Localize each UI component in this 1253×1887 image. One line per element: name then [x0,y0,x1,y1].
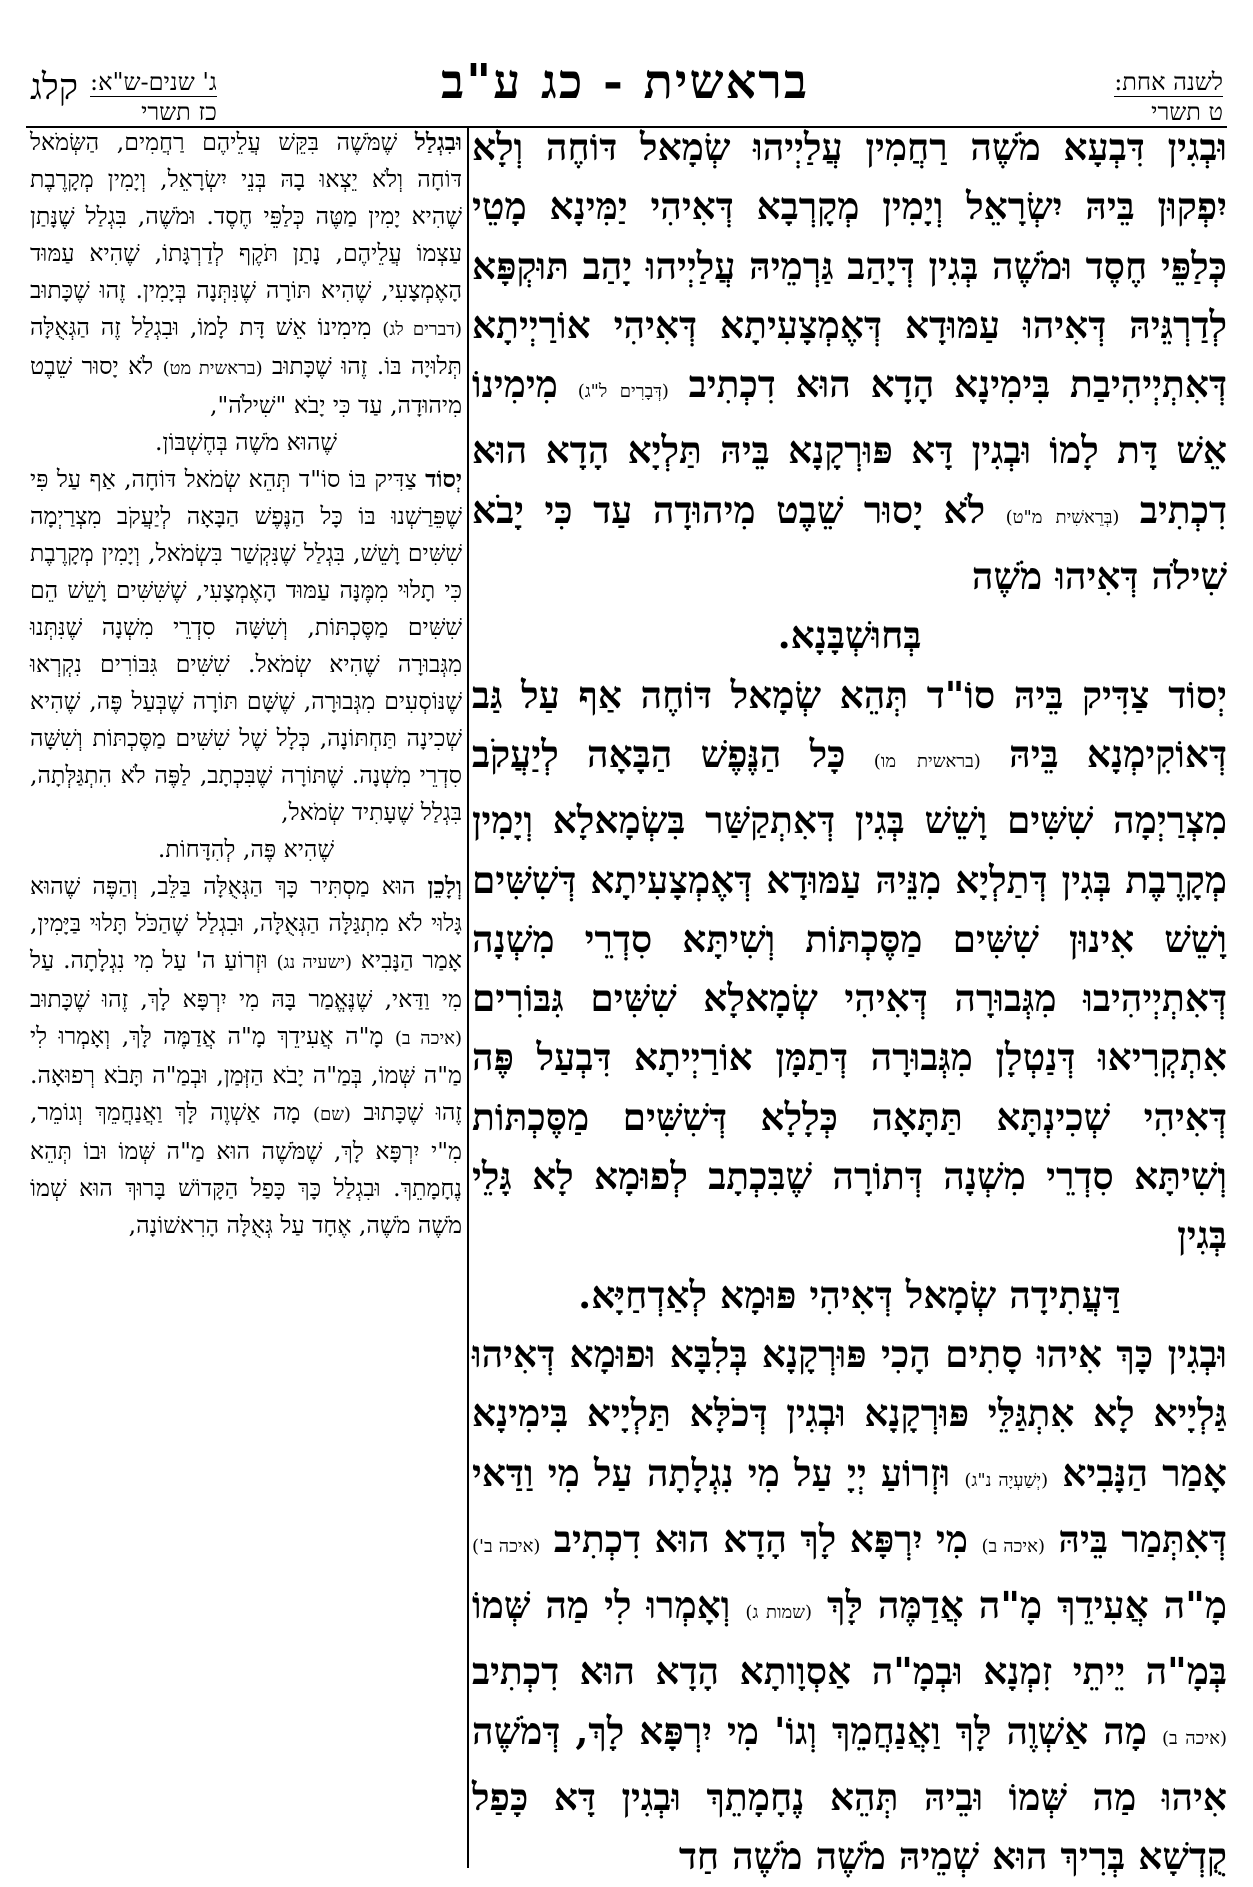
header-left-date: כז תשרי [90,96,217,126]
header-left-block [30,68,217,126]
page-header [30,0,1223,125]
commentary-paragraph: וּבִגְלַל שֶׁמֹּשֶׁה בִּקֵּשׁ עֲלֵיהֶם רַחֲמִים, הַשְּׂמֹאל דּוֹחָה וְלֹא יֵצְאוּ בָהּ בְּנֵי יִשְׂרָאֵל, וְיָמִין מְקָרֶבֶת שֶׁהִיא יָמִין מַטֶּה כְּלַפֵּי חֶסֶד. וּמֹשֶׁה, בִּגְלַל שֶׁנָּתַן עַצְמוֹ עֲלֵיהֶם, נָתַן תֹּקֶף לְדַרְגָּתוֹ, שֶׁהִיא עַמּוּד הָאֶמְצָעִי, שֶׁהִיא תּוֹרָה שֶׁנִּתְּנָה בְּיָמִין. זֶהוּ שֶׁכָּתוּב (דברים לג) מִימִינוֹ אֵשׁ דָּת לָמוֹ, וּבִגְלַל זֶה הַגְּאֻלָּה תְּלוּיָה בּוֹ. זֶהוּ שֶׁכָּתוּב (בראשית מט) לֹא יָסוּר שֵׁבֶט מִיהוּדָה, עַד כִּי יָבֹא "שִׁילֹה", שֶׁהוּא מֹשֶׁה בְּחֶשְׁבּוֹן. [30,128,462,456]
page-number: קלג [30,67,78,108]
main-paragraph: יְסוֹד צַדִּיק בֵּיהּ סוֹ"ד תְּהֵא שְׂמָאל דּוֹחֶה אַף עַל גַּב דְּאוֹקִימְנָא בֵּיהּ (בראשית מו) כָּל הַנֶּפֶשׁ הַבָּאָה לְיַעֲקֹב מִצְרַיְמָה שִׁשִּׁים וָשֵׁשׁ בְּגִין דְּאִתְקַשַּׁר בִּשְׂמָאלָא וְיָמִין מְקָרֶבֶת בְּגִין דְּתַלְיָא מִנֵּיהּ עַמּוּדָא דְּאֶמְצָעִיתָא דְּשִׁשִּׁים וָשֵׁשׁ אִינוּן שִׁשִּׁים מַסֶּכְתּוֹת וְשִׁיתָּא סִדְרֵי מִשְׁנָה דְּאִתְיְיהִיבוּ מִגְּבוּרָה דְּאִיהִי שְׂמָאלָא שִׁשִּׁים גִּבּוֹרִים אִתְקְרִיאוּ דְּנַטְלָן מִגְּבוּרָה דְּתַמָּן אוֹרַיְיתָא דִּבְעַל פֶּה דְּאִיהִי שְׁכִינְתָּא תַּתָּאָה כְּלָלָא דְּשִׁשִּׁים מַסֶּכְתּוֹת וְשִׁיתָּא סִדְרֵי מִשְׁנָה דְּתוֹרָה שֶׁבִּכְתָב לְפוּמָא לָא גָּלֵי בְּגִין דַּעֲתִידָה שְׂמָאל דְּאִיהִי פּוּמָא לְאַדְחַיָּא. [472,672,1227,1317]
commentary-column [30,124,462,1874]
commentary-paragraph: יְסוֹד צַדִּיק בּוֹ סוֹ"ד תְּהֵא שְׂמֹאל דּוֹחָה, אַף עַל פִּי שֶׁפֵּרַשְׁנוּ בּוֹ כָּל הַנֶּפֶשׁ הַבָּאָה לְיַעֲקֹב מִצְרַיְמָה שִׁשִּׁים וָשֵׁשׁ, בִּגְלַל שֶׁנִּקְשַׁר בִּשְׂמֹאל, וְיָמִין מְקָרֶבֶת כִּי תָלוּי מִמֶּנָּה עַמּוּד הָאֶמְצָעִי, שֶׁשִּׁשִּׁים וָשֵׁשׁ הֵם שִׁשִּׁים מַסֶּכְתּוֹת, וְשִׁשָּׁה סִדְרֵי מִשְׁנָה שֶׁנִּתְּנוּ מִגְּבוּרָה שֶׁהִיא שְׂמֹאל. שִׁשִּׁים גִּבּוֹרִים נִקְרְאוּ שֶׁנּוֹסְעִים מִגְּבוּרָה, שֶׁשָּׁם תּוֹרָה שֶׁבְּעַל פֶּה, שֶׁהִיא שְׁכִינָה תַּחְתּוֹנָה, כְּלָל שֶׁל שִׁשִּׁים מַסֶּכְתּוֹת וְשִׁשָּׁה סִדְרֵי מִשְׁנָה. שֶׁתּוֹרָה שֶׁבִּכְתָב, לַפֶּה לֹא הִתְגַּלְּתָה, בִּגְלַל שֶׁעָתִיד שְׂמֹאל, שֶׁהִיא פֶּה, לְהִדָּחוֹת. [30,465,462,863]
page-title: בראשית - כג ע"ב [440,54,810,110]
header-left-meta [90,68,217,126]
column-divider [467,128,469,1868]
main-paragraph: וּבְגִין כָּךְ אִיהוּ סָתִים הָכִי פּוּרְקָנָא בְּלִבָּא וּפוּמָא דְּאִיהוּ גַּלְיָיא לָא אִתְגַּלֵּי פּוּרְקָנָא וּבְגִין דְּכֹלָּא תַּלְיָיא בִּימִינָא אָמַר הַנָּבִיא (יְשַׁעְיָה נ"ג) וּזְרוֹעַ יְיָ עַל מִי נִגְלָתָה עַל מִי וַדַּאי דְּאִתְּמַר בֵּיהּ (איכה ב) מִי יִרְפָּא לָךְ הָדָא הוּא דִכְתִיב (איכה ב') מָ"ה אֲעִידֵךְ מָ"ה אֲדַמֶּה לָּךְ (שמות ג) וְאָמְרוּ לִי מַה שְּׁמוֹ בְּמָ"ה יֵיתֵי זִמְנָא וּבְמָ"ה אַסְוָותָא הָדָא הוּא דִכְתִיב (איכה ב) מָה אַשְׁוֶה לָּךְ וַאֲנַחֲמֵךְ וְגוֹ' מִי יִרְפָּא לָךְ, דְּמֹשֶׁה אִיהוּ מַה שְּׁמוֹ וּבֵיהּ תְּהֵא נֶחָמָתֵךְ וּבְגִין דָּא כָּפַל קֻדְשָׁא בְּרִיךְ הוּא שְׁמֵיהּ מֹשֶׁה מֹשֶׁה חַד [472,1331,1228,1879]
commentary-paragraph: וְלָכֵן הוּא מַסְתִּיר כָּךְ הַגְּאֻלָּה בַּלֵּב, וְהַפֶּה שֶׁהוּא גָּלוּי לֹא מִתְגַּלָּה הַגְּאֻלָּה, וּבִגְלַל שֶׁהַכֹּל תָּלוּי בַּיָּמִין, אָמַר הַנָּבִיא (ישעיה נג) וּזְרוֹעַ ה' עַל מִי נִגְלָתָה. עַל מִי וַדַּאי, שֶׁנֶּאֱמַר בָּהּ מִי יִרְפָּא לָךְ, זֶהוּ שֶׁכָּתוּב (איכה ב) מָ"ה אֲעִידֵךְ מָ"ה אֲדַמֶּה לָּךְ, וְאָמְרוּ לִי מַ"ה שְּׁמוֹ, בְּמַ"ה יָבֹא הַזְּמַן, וּבְמַ"ה תָּבֹא רְפוּאָה. זֶהוּ שֶׁכָּתוּב (שם) מָה אַשְׁוֶה לָּךְ וַאֲנַחֲמֵךְ וְגוֹמֵר, מִ"י יִרְפָּא לָךְ, שֶׁמֹּשֶׁה הוּא מַ"ה שְּׁמוֹ וּבוֹ תְּהֵא נֶחָמָתֵךְ. וּבִגְלַל כָּךְ כָּפַל הַקָּדוֹשׁ בָּרוּךְ הוּא שְׁמוֹ מֹשֶׁה מֹשֶׁה, אֶחָד עַל גְּאֻלָּה הָרִאשׁוֹנָה, [30,872,462,1239]
main-paragraph: וּבְגִין דִּבְעָא מֹשֶׁה רַחֲמִין עֲלַיְיהוּ שְׂמָאל דּוֹחֶה וְלָא יִפְקוּן בֵּיהּ יִשְׂרָאֵל וְיָמִין מְקָרְבָא דְּאִיהִי יַמִּינָא מָטֵי כְּלַפֵּי חֶסֶד וּמֹשֶׁה בְּגִין דְּיָהַב גַּרְמֵיהּ עֲלַיְיהוּ יָהַב תּוּקְפָּא לְדַרְגֵּיהּ דְּאִיהוּ עַמּוּדָא דְּאֶמְצָעִיתָא דְּאִיהִי אוֹרַיְיתָא דְּאִתְיְיהִיבַת בִּימִינָא הָדָא הוּא דִכְתִיב (דְּבָרִים ל"ג) מִימִינוֹ אֵשׁ דָּת לָמוֹ וּבְגִין דָּא פּוּרְקָנָא בֵּיהּ תַּלְיָא הָדָא הוּא דִכְתִיב (בְּרֵאשִׁית מ"ט) לֹא יָסוּר שֵׁבֶט מִיהוּדָה עַד כִּי יָבֹא שִׁילֹה דְּאִיהוּ מֹשֶׁה בְּחוּשְׁבָּנָא. [472,125,1228,658]
main-text-column [472,118,1227,1878]
header-right-date: ט תשרי [1114,96,1223,126]
header-right-title: לשנה אחת: [1114,68,1223,96]
header-left-title: ג' שנים-ש"א: [90,68,217,96]
